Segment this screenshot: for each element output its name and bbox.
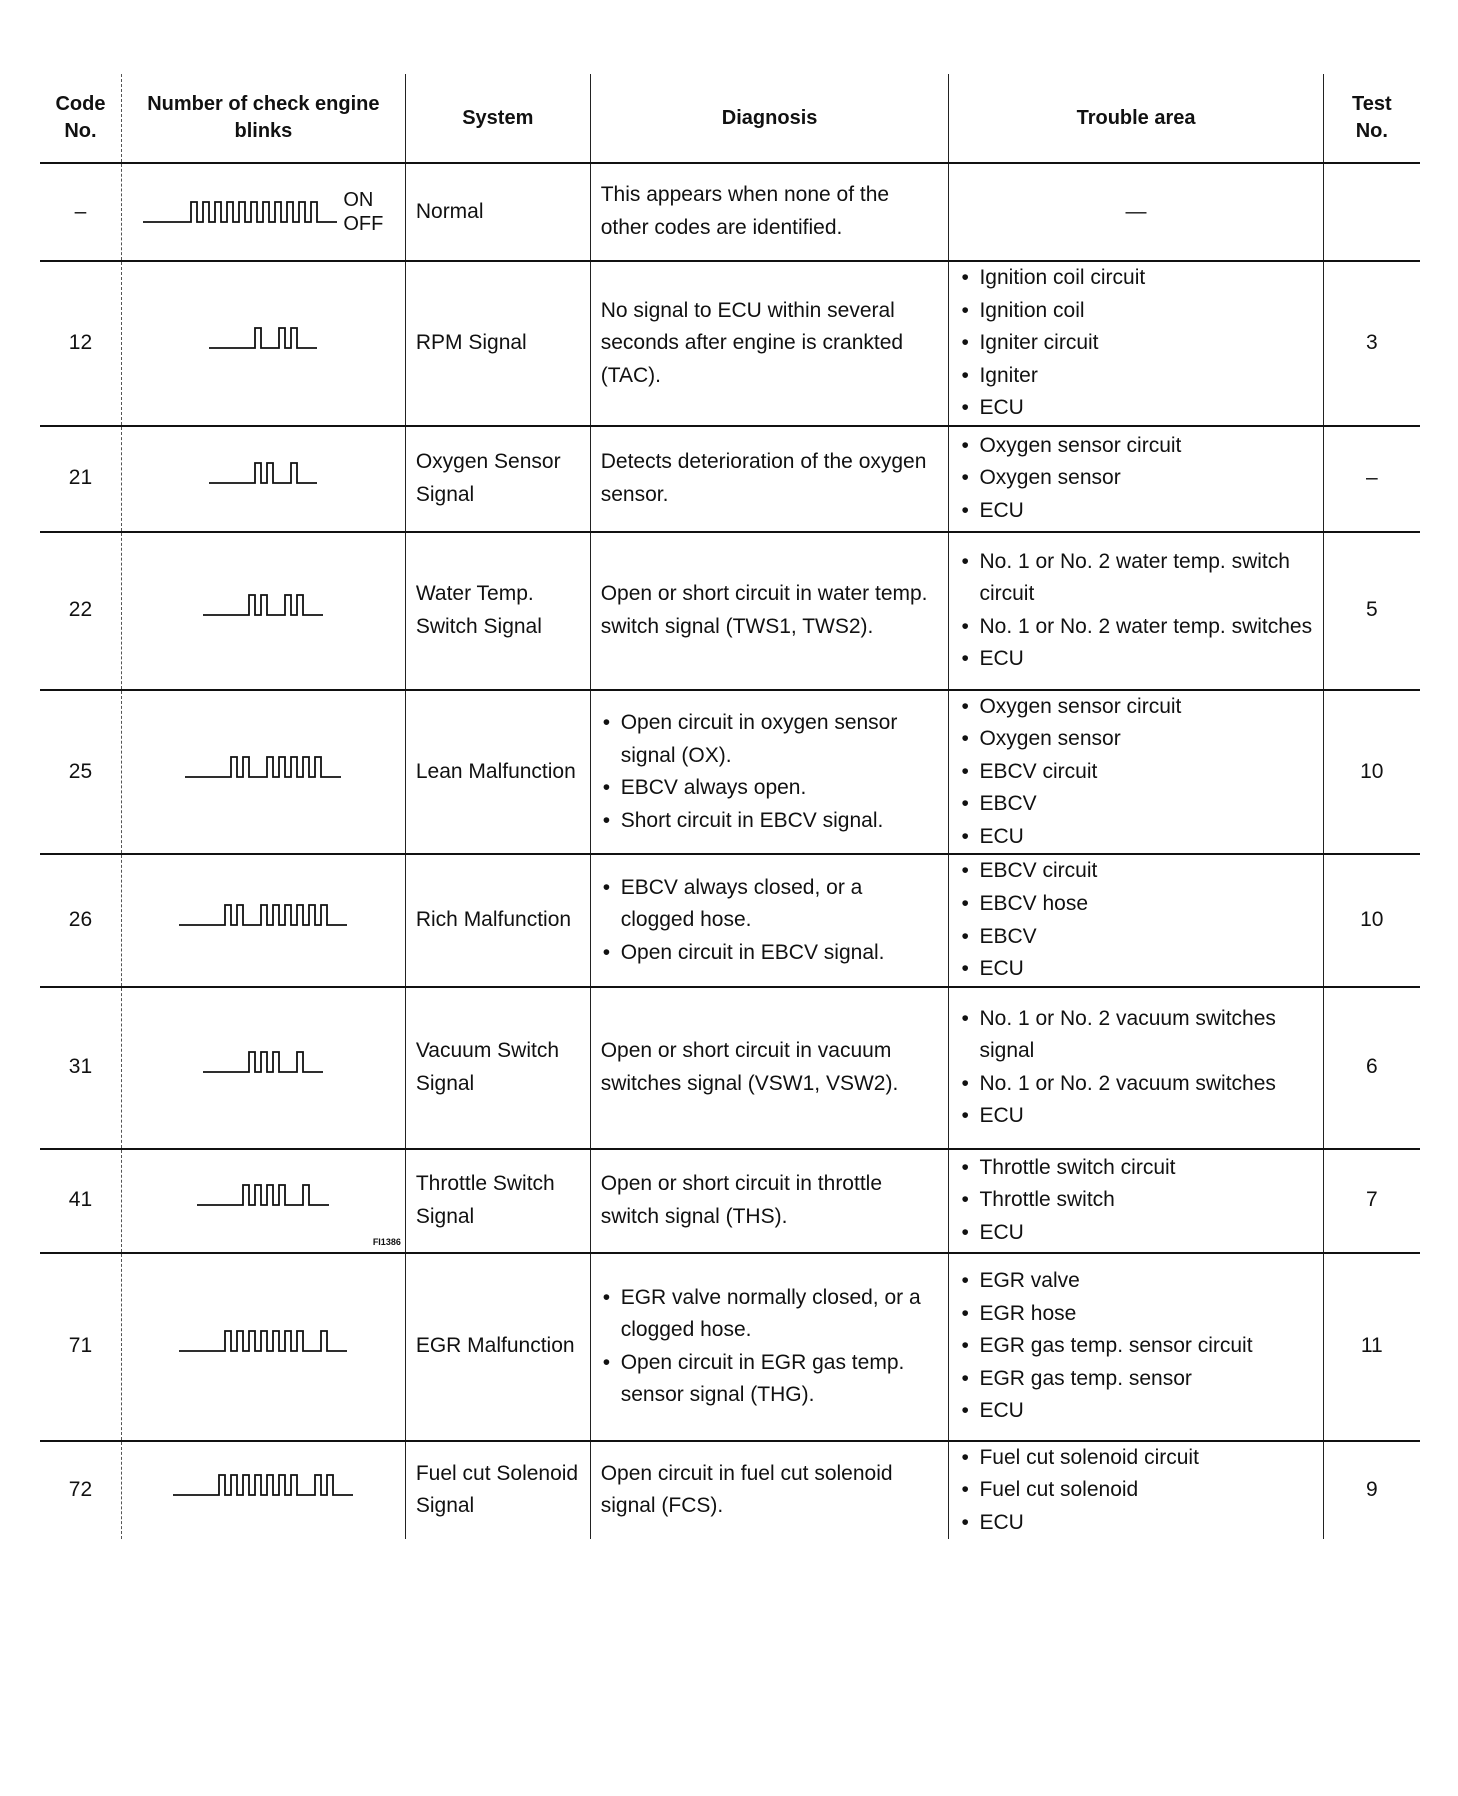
trouble-item: • Igniter circuit <box>959 327 1312 360</box>
trouble-item: • EBCV circuit <box>959 756 1312 789</box>
table-row <box>40 987 1420 1149</box>
trouble-item: • Oxygen sensor <box>959 462 1312 495</box>
blink-pattern-wrapper <box>209 460 317 486</box>
blink-pulse-trace <box>185 757 341 777</box>
system-name: Rich Malfunction <box>405 854 590 986</box>
table-row <box>40 426 1420 532</box>
diagnosis-item: • Open circuit in EGR gas temp. sensor signal (THG). <box>601 1347 939 1412</box>
trouble-item: • Oxygen sensor <box>959 723 1312 756</box>
code-number: 12 <box>40 261 121 426</box>
test-number: 7 <box>1323 1149 1420 1253</box>
diagnosis <box>590 1253 949 1441</box>
trouble-item: • No. 1 or No. 2 water temp. switch circuit <box>959 546 1312 611</box>
header-system: System <box>405 74 590 163</box>
trouble-item: • ECU <box>959 1395 1312 1428</box>
trouble-item-list <box>959 430 1312 528</box>
blink-pattern-wrapper <box>209 325 317 351</box>
trouble-item: • ECU <box>959 1217 1312 1250</box>
trouble-item: • Oxygen sensor circuit <box>959 430 1312 463</box>
trouble-text: — <box>1125 199 1147 223</box>
test-number: 9 <box>1365 1478 1378 1502</box>
blink-pulse-trace <box>179 905 347 925</box>
trouble-item-list <box>959 691 1312 854</box>
table-row <box>40 1149 1420 1253</box>
diagnosis-item: • Open circuit in EBCV signal. <box>601 937 939 970</box>
blink-pattern <box>121 163 405 261</box>
blink-pattern <box>121 987 405 1149</box>
blink-pulse-trace <box>203 595 323 615</box>
table-row <box>40 532 1420 690</box>
trouble-area <box>949 1441 1323 1540</box>
on-off-labels <box>343 188 383 236</box>
blink-pattern-wrapper <box>185 754 341 780</box>
code-number: 22 <box>40 532 121 690</box>
code-number: 41 <box>40 1149 121 1253</box>
header-trouble-area: Trouble area <box>949 74 1323 163</box>
blink-pattern-wrapper <box>173 1472 353 1498</box>
blink-pattern-wrapper <box>203 592 323 618</box>
blink-pattern-graphic <box>209 460 317 486</box>
blink-pattern-graphic <box>179 902 347 928</box>
blink-pattern-graphic <box>143 199 337 225</box>
blink-pulse-trace <box>197 1185 329 1205</box>
code-number: 72 <box>40 1441 121 1540</box>
system-name: EGR Malfunction <box>405 1253 590 1441</box>
blink-pattern <box>121 1253 405 1441</box>
test-number: – <box>1323 426 1420 532</box>
diagnosis <box>590 426 949 532</box>
diagnosis <box>590 854 949 986</box>
diagnosis <box>590 1441 949 1540</box>
diagnosis-text: No signal to ECU within several seconds after engine is crankted (TAC). <box>600 298 904 387</box>
test-number: 6 <box>1323 987 1420 1149</box>
header-test-no: Test No. <box>1323 74 1420 163</box>
code-number: 26 <box>40 854 121 986</box>
trouble-item-list <box>959 1003 1312 1133</box>
blink-pattern-graphic <box>203 1049 323 1075</box>
trouble-item-list <box>959 262 1312 425</box>
blink-pattern-graphic <box>185 754 341 780</box>
trouble-item: • EBCV <box>959 921 1312 954</box>
blink-pulse-trace <box>209 463 317 483</box>
header-diagnosis: Diagnosis <box>590 74 949 163</box>
blink-pattern <box>121 854 405 986</box>
test-number <box>1323 163 1420 261</box>
code-number: 31 <box>40 987 121 1149</box>
blink-pulse-trace <box>173 1475 353 1495</box>
trouble-item-list <box>959 1442 1312 1540</box>
trouble-item: • EBCV circuit <box>959 855 1312 888</box>
trouble-item: • ECU <box>959 821 1312 854</box>
trouble-item: • ECU <box>959 1507 1312 1540</box>
blink-pattern <box>121 426 405 532</box>
header-code-no: Code No. <box>40 74 121 163</box>
diagnosis-item: • Short circuit in EBCV signal. <box>601 805 939 838</box>
system-name: RPM Signal <box>405 261 590 426</box>
system-name: Vacuum Switch Signal <box>405 987 590 1149</box>
trouble-area <box>949 987 1323 1149</box>
blink-pattern <box>121 1441 405 1540</box>
figure-reference: FI1386 <box>372 1236 401 1247</box>
diagnosis-text: Open circuit in fuel cut solenoid signal (FCS). <box>600 1461 893 1518</box>
trouble-item: • Oxygen sensor circuit <box>959 691 1312 724</box>
system-name: Lean Malfunction <box>405 690 590 855</box>
trouble-area <box>949 532 1323 690</box>
system-name: Oxygen Sensor Signal <box>405 426 590 532</box>
trouble-area <box>949 1253 1323 1441</box>
code-number: 25 <box>40 690 121 855</box>
system-name: Water Temp. Switch Signal <box>405 532 590 690</box>
header-row <box>40 74 1420 163</box>
blink-pattern <box>121 261 405 426</box>
system-name: Fuel cut Solenoid Signal <box>405 1441 590 1540</box>
trouble-area <box>949 690 1323 855</box>
blink-pulse-trace <box>179 1331 347 1351</box>
trouble-item: • EBCV hose <box>959 888 1312 921</box>
diagnosis-text: Open or short circuit in vacuum switches signal (VSW1, VSW2). <box>600 1039 899 1095</box>
blink-pattern-wrapper <box>179 1328 347 1354</box>
trouble-item: • Igniter <box>959 360 1312 393</box>
diagnosis-text: Detects deterioration of the oxygen sensor. <box>600 450 927 506</box>
trouble-item: • Ignition coil circuit <box>959 262 1312 295</box>
blink-pattern-graphic <box>203 592 323 618</box>
blink-pulse-trace <box>143 202 337 222</box>
diagnosis-text: This appears when none of the other codes are identified. <box>600 183 890 239</box>
diagnosis <box>590 532 949 690</box>
blink-pattern-wrapper <box>143 188 383 236</box>
trouble-item: • ECU <box>959 495 1312 528</box>
trouble-item: • EBCV <box>959 788 1312 821</box>
blink-pattern <box>121 1149 405 1253</box>
trouble-item: • Ignition coil <box>959 295 1312 328</box>
blink-pattern <box>121 690 405 855</box>
diagnosis-item: • EBCV always open. <box>601 772 939 805</box>
table-row <box>40 261 1420 426</box>
diagnosis-item: • Open circuit in oxygen sensor signal (OX). <box>601 707 939 772</box>
trouble-item: • Fuel cut solenoid <box>959 1474 1312 1507</box>
off-label: OFF <box>343 213 384 235</box>
trouble-item: • EGR valve <box>959 1265 1312 1298</box>
trouble-area <box>949 163 1323 261</box>
blink-pattern-graphic <box>197 1182 329 1208</box>
blink-pattern-graphic <box>179 1328 347 1354</box>
table-row <box>40 1253 1420 1441</box>
blink-pattern-wrapper <box>179 902 347 928</box>
test-number: 3 <box>1323 261 1420 426</box>
trouble-item: • ECU <box>959 953 1312 986</box>
diagnosis-item-list <box>601 872 939 970</box>
table-row <box>40 854 1420 986</box>
test-number: 10 <box>1323 690 1420 855</box>
test-number: 5 <box>1323 532 1420 690</box>
diagnosis-text: Open or short circuit in throttle switch signal (THS). <box>600 1172 883 1228</box>
table-row <box>40 1441 1420 1540</box>
trouble-item-list <box>959 1265 1312 1428</box>
trouble-item: • EGR gas temp. sensor circuit <box>959 1330 1312 1363</box>
trouble-item-list <box>959 855 1312 985</box>
blink-pattern-wrapper <box>203 1049 323 1075</box>
diagnosis <box>590 163 949 261</box>
trouble-area <box>949 1149 1323 1253</box>
trouble-area <box>949 426 1323 532</box>
code-number: 21 <box>40 426 121 532</box>
test-number: 11 <box>1323 1253 1420 1441</box>
trouble-item: • Throttle switch <box>959 1184 1312 1217</box>
blink-pattern-graphic <box>173 1472 353 1498</box>
diagnosis <box>590 261 949 426</box>
trouble-item: • No. 1 or No. 2 vacuum switches signal <box>959 1003 1312 1068</box>
diagnosis <box>590 987 949 1149</box>
trouble-area <box>949 261 1323 426</box>
diagnosis <box>590 1149 949 1253</box>
diagnosis-item-list <box>601 707 939 837</box>
diagnosis-text: Open or short circuit in water temp. switch signal (TWS1, TWS2). <box>600 582 928 638</box>
trouble-item: • ECU <box>959 643 1312 676</box>
trouble-item: • No. 1 or No. 2 vacuum switches <box>959 1068 1312 1101</box>
trouble-item: • Fuel cut solenoid circuit <box>959 1442 1312 1475</box>
blink-pattern <box>121 532 405 690</box>
trouble-item: • ECU <box>959 1100 1312 1133</box>
trouble-item: • EGR hose <box>959 1298 1312 1331</box>
blink-pattern-wrapper <box>197 1182 329 1208</box>
trouble-item: • Throttle switch circuit <box>959 1152 1312 1185</box>
trouble-item-list <box>959 1152 1312 1250</box>
trouble-area <box>949 854 1323 986</box>
diagnosis-item: • EGR valve normally closed, or a clogged hose. <box>601 1282 939 1347</box>
blink-pulse-trace <box>209 328 317 348</box>
trouble-item: • No. 1 or No. 2 water temp. switches <box>959 611 1312 644</box>
header-blinks: Number of check engine blinks <box>121 74 405 163</box>
code-number: 71 <box>40 1253 121 1441</box>
table-row <box>40 690 1420 855</box>
blink-pattern-graphic <box>209 325 317 351</box>
trouble-item: • ECU <box>959 392 1312 425</box>
test-number: 10 <box>1323 854 1420 986</box>
system-name: Throttle Switch Signal <box>405 1149 590 1253</box>
diagnosis-item: • EBCV always closed, or a clogged hose. <box>601 872 939 937</box>
diagnostic-code-table <box>40 74 1420 1539</box>
trouble-item: • EGR gas temp. sensor <box>959 1363 1312 1396</box>
diagnosis-item-list <box>601 1282 939 1412</box>
blink-pulse-trace <box>203 1052 323 1072</box>
on-label: ON <box>343 189 374 211</box>
table-row <box>40 163 1420 261</box>
code-number: – <box>40 163 121 261</box>
diagnosis <box>590 690 949 855</box>
trouble-item-list <box>959 546 1312 676</box>
system-name: Normal <box>405 163 590 261</box>
